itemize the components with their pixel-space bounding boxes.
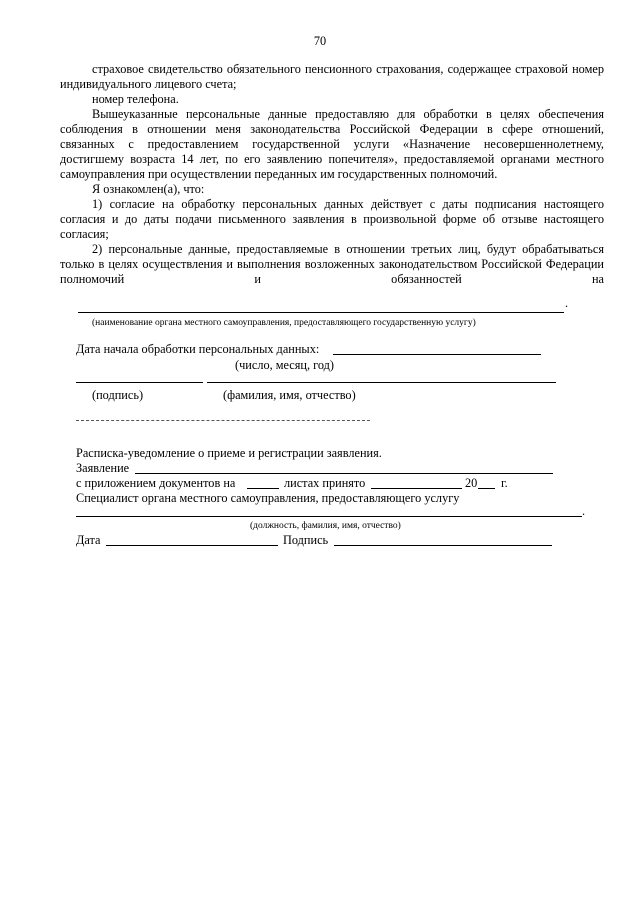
attachments-middle: листах принято xyxy=(284,476,366,490)
signature-label: Подпись xyxy=(283,533,329,547)
caption-date: (число, месяц, год) xyxy=(235,358,335,372)
fio-line[interactable] xyxy=(207,370,556,383)
statement-label: Заявление xyxy=(76,461,130,475)
start-date-label: Дата начала обработки персональных данных: xyxy=(76,342,320,356)
pages-count-line[interactable] xyxy=(247,476,279,489)
consent-paragraph: Вышеуказанные персональные данные предоставляю для обработки в целях обеспечения соблюдения в отношении меня законодательства Российской Федерации в сфере отношений, связанных с предоставлением государственной услуги «Назначение несовершеннолетнему, достигшему возраста 14 лет, по его заявлению попечителя», предоставляемой органами местного самоуправления при осуществлении переданных им государственных полномочий. xyxy=(60,107,604,181)
caption-signature: (подпись) xyxy=(92,388,144,402)
document-body xyxy=(60,62,604,287)
point-2: 2) персональные данные, предоставляемые в отношении третьих лиц, будут обрабатываться только в целях осуществления и выполнения возложенных законодательством Российской Федерации полномочий и обязанностей на xyxy=(60,242,604,286)
item-insurance-certificate: страховое свидетельство обязательного пенсионного страхования, содержащее страховой номер индивидуального лицевого счета; xyxy=(60,62,604,91)
start-date-line[interactable] xyxy=(333,342,541,355)
specialist-line[interactable] xyxy=(76,506,582,517)
organ-name-line[interactable] xyxy=(78,302,564,313)
accepted-date-line[interactable] xyxy=(371,476,462,489)
acknowledged-heading: Я ознакомлен(а), что: xyxy=(92,182,205,196)
page-number: 70 xyxy=(313,34,327,48)
signature-line[interactable] xyxy=(76,370,203,383)
date-line[interactable] xyxy=(106,533,278,546)
year-line[interactable] xyxy=(478,476,495,489)
year-prefix: 20 xyxy=(465,476,478,490)
year-suffix: г. xyxy=(501,476,508,490)
receipt-title: Расписка-уведомление о приеме и регистрации заявления. xyxy=(76,446,382,460)
item-phone: номер телефона. xyxy=(92,92,179,106)
caption-organ: (наименование органа местного самоуправления, предоставляющего государственную услугу) xyxy=(92,318,476,328)
attachments-prefix: с приложением документов на xyxy=(76,476,236,490)
date-label: Дата xyxy=(76,533,101,547)
specialist-dot: . xyxy=(582,504,586,518)
point-1: 1) согласие на обработку персональных данных действует с даты подписания настоящего согласия и до даты подачи письменного заявления в произвольной форме об отзыве настоящего согласия; xyxy=(60,197,604,241)
statement-line[interactable] xyxy=(135,461,553,474)
receipt-signature-line[interactable] xyxy=(334,533,552,546)
caption-specialist: (должность, фамилия, имя, отчество) xyxy=(250,521,401,531)
specialist-label: Специалист органа местного самоуправления, предоставляющего услугу xyxy=(76,491,460,505)
organ-name-dot: . xyxy=(565,296,569,310)
caption-fio: (фамилия, имя, отчество) xyxy=(223,388,356,402)
cut-line-separator xyxy=(76,420,370,421)
